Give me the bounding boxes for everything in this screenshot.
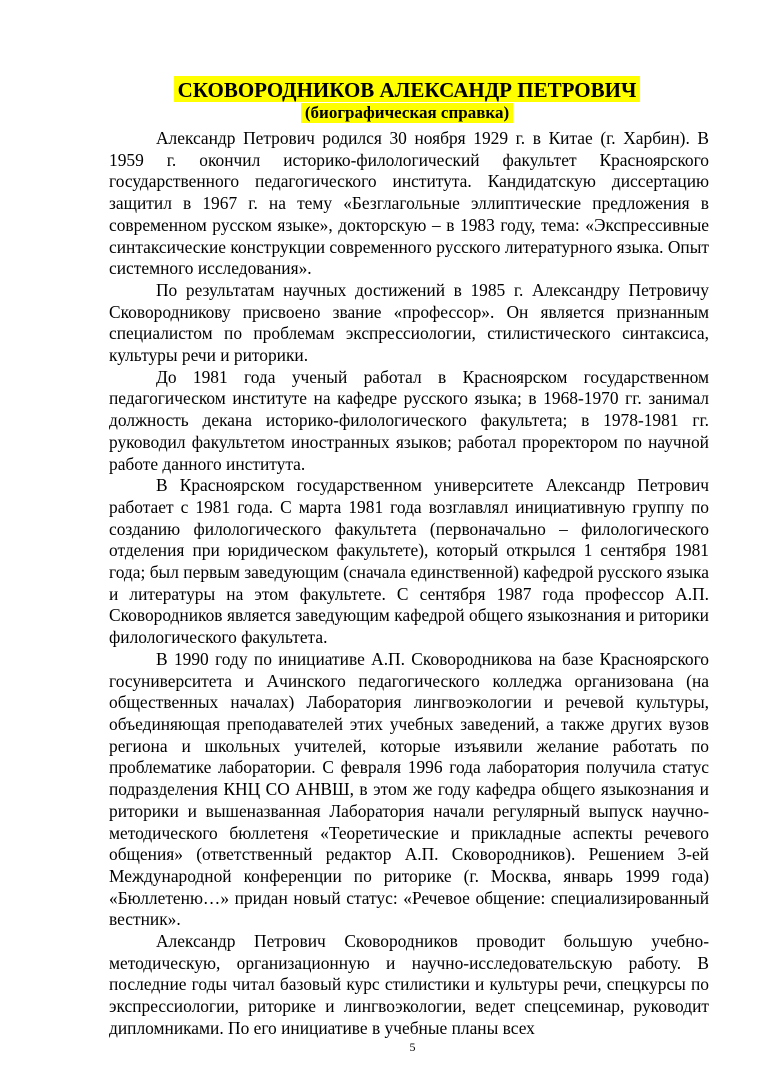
document-body — [109, 128, 709, 1040]
document-title: СКОВОРОДНИКОВ АЛЕКСАНДР ПЕТРОВИЧ — [174, 76, 641, 102]
paragraph-teaching-work: Александр Петрович Сковородников проводит большую учебно-методическую, организационную и научно-исследовательскую работу. В последние годы читал базовый курс стилистики и культуры речи, спецкурсы по экспрессиологии, риторике и лингвоэкологии, ведет спецсеминар, руководит дипломниками. По его инициативе в учебные планы всех — [109, 931, 709, 1038]
document-subtitle: (биографическая справка) — [301, 103, 513, 123]
document-page — [109, 76, 709, 1040]
paragraph-birth-education: Александр Петрович родился 30 ноября 1929 г. в Китае (г. Харбин). В 1959 г. окончил историко-филологический факультет Красноярского государственного педагогического института. Кандидатскую диссертацию защитил в 1967 г. на тему «Безглагольные эллиптические предложения в современном русском языке», докторскую – в 1983 году, тема: «Экспрессивные синтаксические конструкции современного русского литературного языка. Опыт системного исследования». — [109, 128, 709, 279]
title-block — [105, 76, 709, 123]
paragraph-pedagogical-institute: До 1981 года ученый работал в Красноярском государственном педагогическом институте на кафедре русского языка; в 1968-1970 гг. занимал должность декана историко-филологического факультета; в 1978-1981 гг. руководил факультетом иностранных языков; работал проректором по научной работе данного института. — [109, 366, 709, 474]
paragraph-state-university: В Красноярском государственном университете Александр Петрович работает с 1981 года. С марта 1981 года возглавлял инициативную группу по созданию филологического факультета (первоначально – филологического отделения при юридическом факультете), который открылся 1 сентября 1981 года; был первым заведующим (сначала единственной) кафедрой русского языка и литературы на этом факультете. С сентября 1987 года профессор А.П. Сковородников является заведующим кафедрой общего языкознания и риторики филологического факультета. — [109, 475, 709, 648]
paragraph-laboratory: В 1990 году по инициативе А.П. Сковородникова на базе Красноярского госуниверситета и Ачинского педагогического колледжа организована (на общественных началах) Лаборатория лингвоэкологии и речевой культуры, объединяющая преподавателей этих учебных заведений, а также других вузов региона и школьных учителей, которые изъявили желание работать по проблематике лаборатории. С февраля 1996 года лаборатория получила статус подразделения КНЦ СО АНВШ, в этом же году кафедра общего языкознания и риторики и вышеназванная Лаборатория начали регулярный выпуск научно-методического бюллетеня «Теоретические и прикладные аспекты речевого общения» (ответственный редактор А.П. Сковородников). Решением 3-ей Международной конференции по риторике (г. Москва, январь 1999 года) «Бюллетеню…» придан новый статус: «Речевое общение: специализированный вестник». — [109, 648, 709, 930]
page-number: 5 — [409, 1040, 416, 1054]
paragraph-professor-title: По результатам научных достижений в 1985 г. Александру Петровичу Сковородникову присвоено звание «профессор». Он является признанным специалистом по проблемам экспрессиологии, стилистического синтаксиса, культуры речи и риторики. — [109, 279, 709, 366]
